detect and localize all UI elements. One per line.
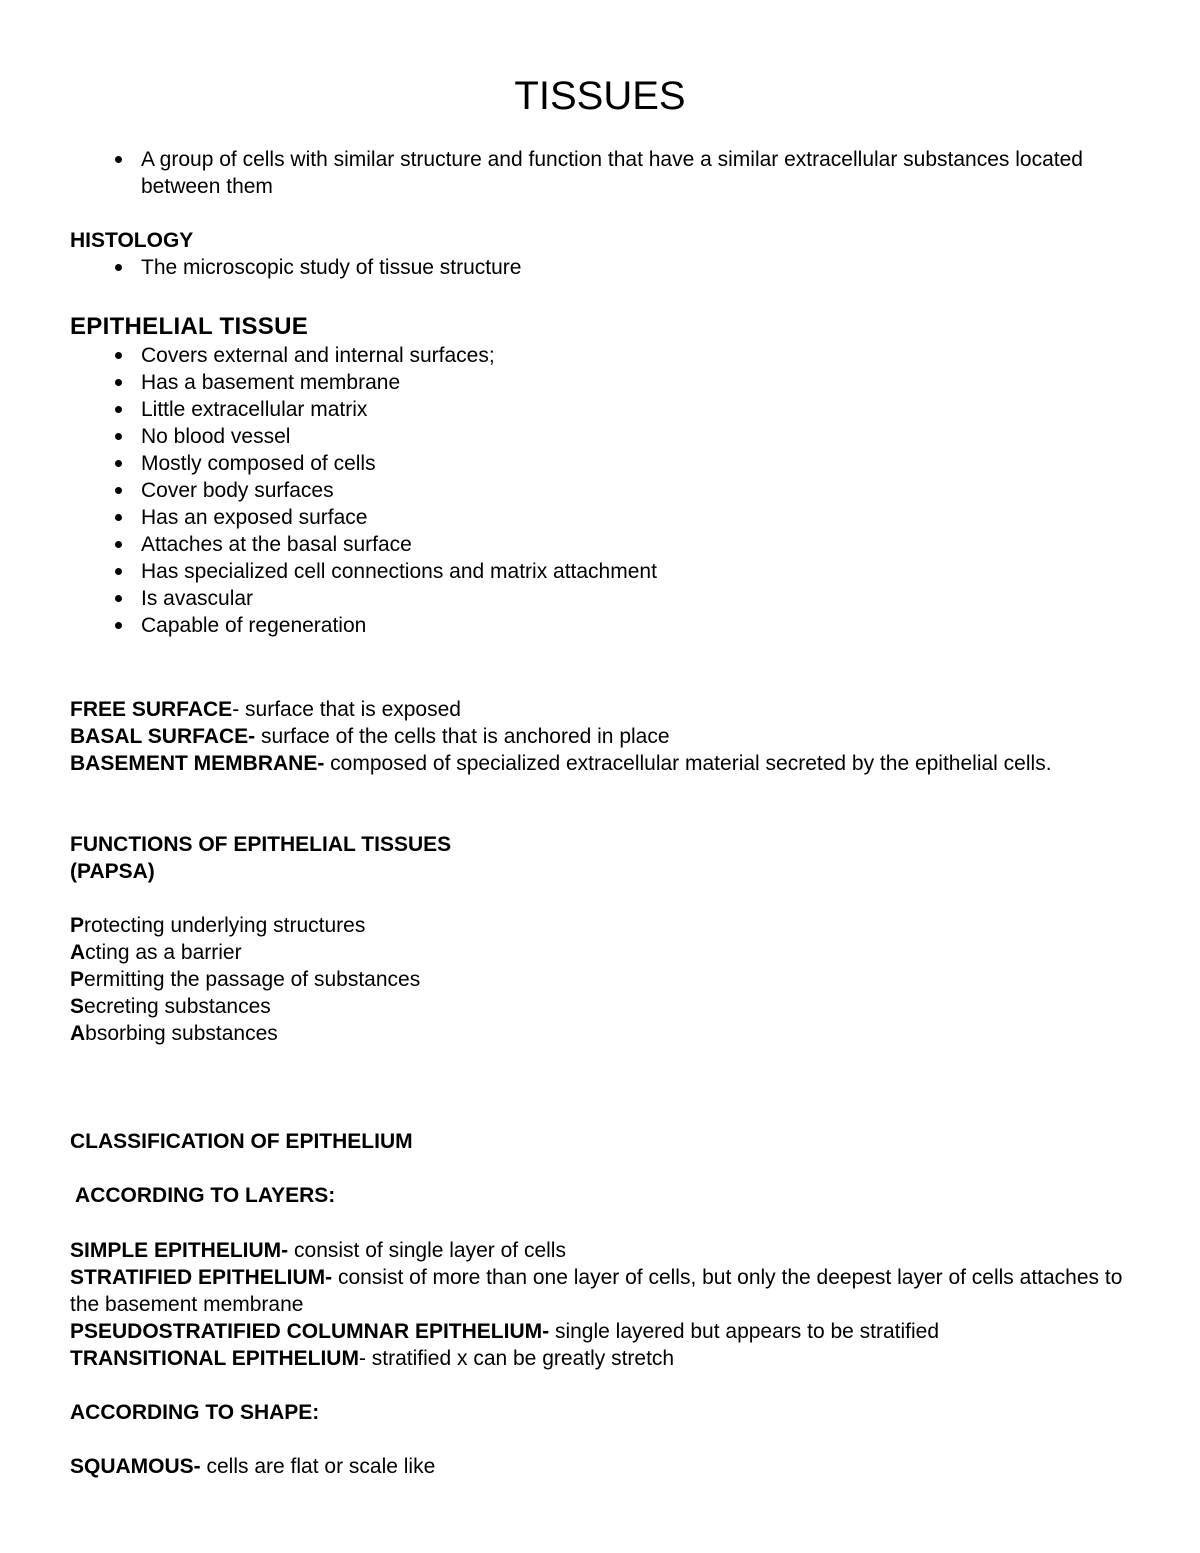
shape-heading: ACCORDING TO SHAPE: — [70, 1401, 320, 1424]
epithelial-bullet: No blood vessel — [70, 423, 1140, 450]
epithelial-section — [70, 312, 1140, 639]
shape-text: cells are flat or scale like — [200, 1455, 436, 1478]
layer-item — [70, 1237, 1140, 1264]
definition-basement-membrane — [70, 750, 1140, 777]
definition-text: - surface that is exposed — [232, 698, 461, 721]
layer-item — [70, 1345, 1140, 1372]
function-letter: P — [70, 914, 85, 937]
layer-text: - stratified x can be greatly stretch — [358, 1347, 675, 1370]
function-letter: A — [70, 941, 86, 964]
layers-list — [70, 1237, 1140, 1372]
classification-heading: CLASSIFICATION OF EPITHELIUM — [70, 1130, 413, 1153]
definition-text: surface of the cells that is anchored in place — [255, 725, 670, 748]
definition-term: BASAL SURFACE- — [70, 725, 256, 748]
layer-item — [70, 1264, 1140, 1318]
shape-heading-wrap — [70, 1399, 1140, 1426]
functions-list — [70, 912, 1140, 1047]
definition-term: BASEMENT MEMBRANE- — [70, 752, 325, 775]
page-title: TISSUES — [514, 74, 686, 118]
function-text: ermitting the passage of substances — [84, 968, 421, 991]
definition-basal-surface — [70, 723, 1140, 750]
definition-term: FREE SURFACE — [70, 698, 233, 721]
shape-term: SQUAMOUS- — [70, 1455, 201, 1478]
definition-free-surface — [70, 696, 1140, 723]
shapes-list — [70, 1453, 1140, 1480]
layers-heading: ACCORDING TO LAYERS: — [70, 1184, 336, 1207]
function-letter: S — [70, 995, 85, 1018]
layer-text: single layered but appears to be stratified — [549, 1320, 940, 1343]
epithelial-bullet: Covers external and internal surfaces; — [70, 342, 1140, 369]
epithelial-bullet: Mostly composed of cells — [70, 450, 1140, 477]
intro-section — [70, 146, 1140, 200]
function-item — [70, 912, 1140, 939]
layer-term: PSEUDOSTRATIFIED COLUMNAR EPITHELIUM- — [70, 1320, 550, 1343]
functions-acronym: (PAPSA) — [70, 860, 155, 883]
function-letter: P — [70, 968, 85, 991]
functions-heading: FUNCTIONS OF EPITHELIAL TISSUES — [70, 833, 452, 856]
layer-item — [70, 1318, 1140, 1345]
function-item — [70, 966, 1140, 993]
classification-section — [70, 1128, 1140, 1155]
epithelial-bullet: Is avascular — [70, 585, 1140, 612]
function-text: bsorbing substances — [85, 1022, 278, 1045]
layer-text: consist of more than one layer of cells, but only the deepest layer of cells attaches to the basement membrane — [70, 1266, 1123, 1316]
histology-heading: HISTOLOGY — [70, 229, 194, 252]
epithelial-bullet: Cover body surfaces — [70, 477, 1140, 504]
function-text: ecreting substances — [84, 995, 271, 1018]
epithelial-bullet: Has specialized cell connections and matrix attachment — [70, 558, 1140, 585]
shape-item — [70, 1453, 1140, 1480]
function-text: cting as a barrier — [85, 941, 242, 964]
layer-term: STRATIFIED EPITHELIUM- — [70, 1266, 333, 1289]
layer-text: consist of single layer of cells — [288, 1239, 566, 1262]
epithelial-bullet: Capable of regeneration — [70, 612, 1140, 639]
function-text: rotecting underlying structures — [84, 914, 366, 937]
layer-term: SIMPLE EPITHELIUM- — [70, 1239, 289, 1262]
definitions-section — [70, 696, 1140, 777]
epithelial-bullet: Has a basement membrane — [70, 369, 1140, 396]
histology-bullet: The microscopic study of tissue structure — [70, 254, 1140, 281]
epithelial-bullet: Has an exposed surface — [70, 504, 1140, 531]
function-item — [70, 939, 1140, 966]
epithelial-bullet: Little extracellular matrix — [70, 396, 1140, 423]
intro-bullet: A group of cells with similar structure and function that have a similar extracellular substances located between them — [70, 146, 1140, 200]
layer-term: TRANSITIONAL EPITHELIUM — [70, 1347, 359, 1370]
functions-section — [70, 831, 1140, 885]
function-item — [70, 993, 1140, 1020]
histology-section — [70, 227, 1140, 281]
epithelial-bullet: Attaches at the basal surface — [70, 531, 1140, 558]
function-item — [70, 1020, 1140, 1047]
definition-text: composed of specialized extracellular material secreted by the epithelial cells. — [324, 752, 1052, 775]
function-letter: A — [70, 1022, 86, 1045]
layers-heading-wrap — [70, 1182, 1140, 1209]
epithelial-heading: EPITHELIAL TISSUE — [70, 313, 309, 340]
